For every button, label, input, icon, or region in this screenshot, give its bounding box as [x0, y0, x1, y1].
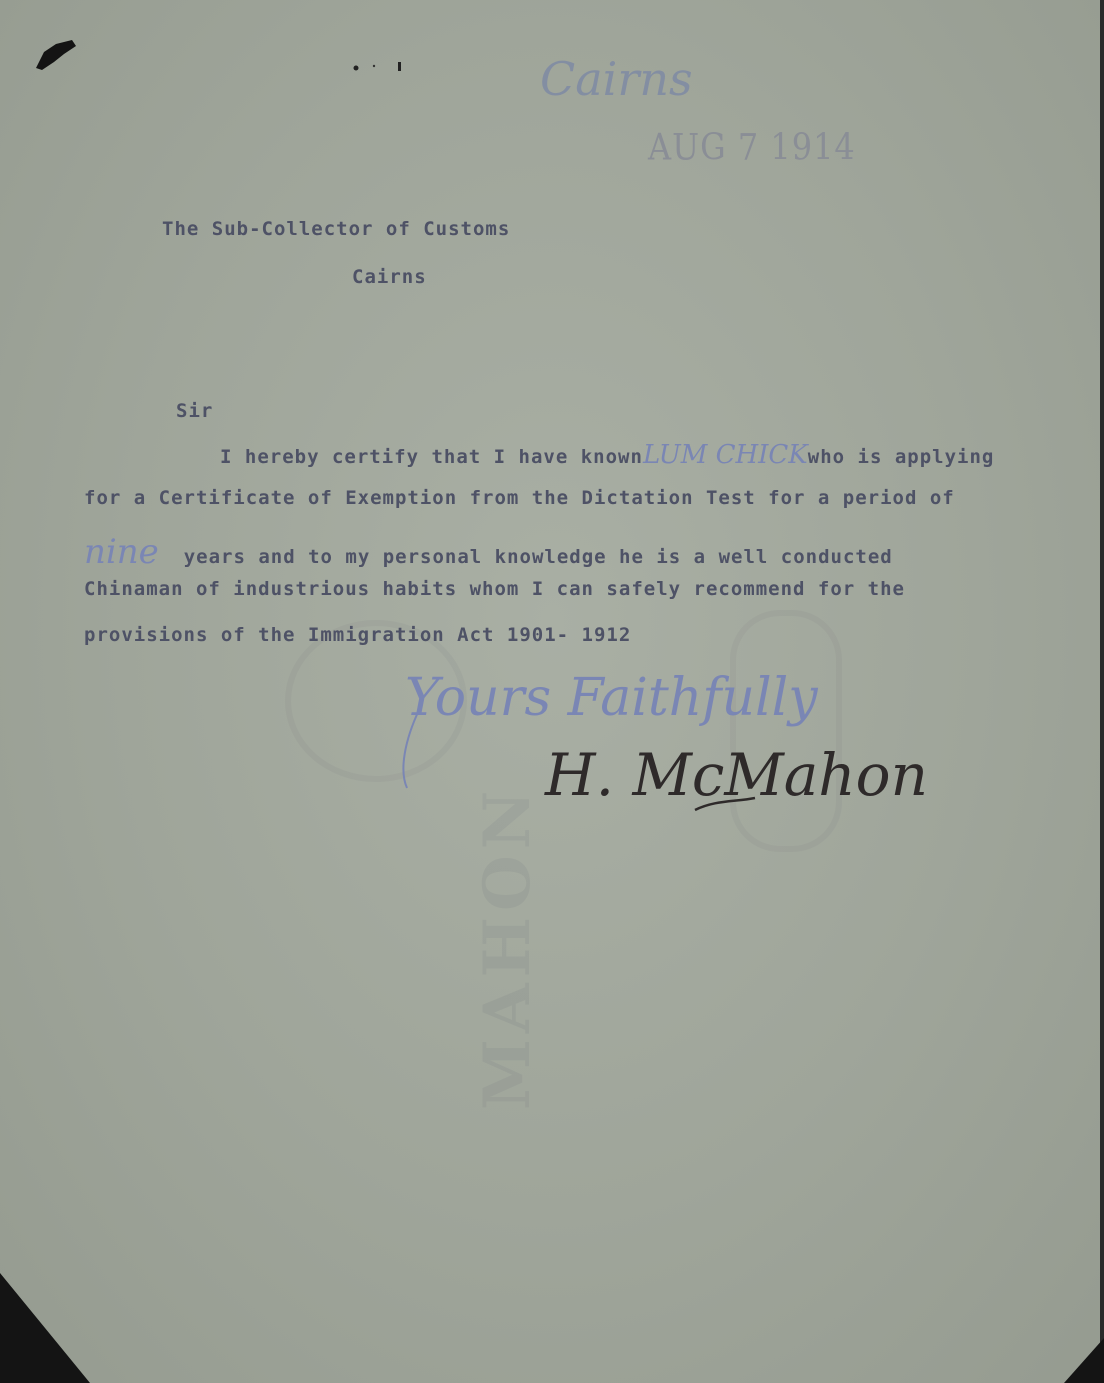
addressee-line-2: Cairns	[352, 266, 427, 288]
salutation: Sir	[176, 400, 214, 422]
period-handwritten: nine	[84, 532, 159, 572]
body-line-2: for a Certificate of Exemption from the Dictation Test for a period of	[84, 487, 955, 509]
signature-block	[395, 660, 928, 830]
addressee-line-1: The Sub-Collector of Customs	[162, 218, 511, 240]
handwritten-place: Cairns	[540, 52, 693, 106]
page-edge	[1100, 0, 1104, 1383]
valediction: Yours Faithfully	[405, 668, 818, 728]
body-line-3	[84, 532, 893, 572]
body-line-1	[220, 440, 994, 470]
signature: H. McMahon	[545, 741, 928, 809]
torn-corner-bottom-left	[0, 1273, 90, 1383]
body-line-3-post: years and to my personal knowledge he is a well conducted	[183, 546, 893, 568]
torn-corner-bottom-right	[1064, 1338, 1104, 1383]
ink-blot-icon	[34, 38, 78, 72]
body-line-4: Chinaman of industrious habits whom I can safely recommend for the	[84, 578, 905, 600]
applicant-name: LUM CHICK	[642, 440, 808, 470]
ink-dots-icon	[350, 60, 410, 74]
body-line-1-post: who is applying	[807, 446, 995, 468]
watermark-text: MAHON	[470, 784, 545, 1110]
date-stamp: AUG 7 1914	[648, 125, 856, 169]
body-line-1-pre: I hereby certify that I have known	[220, 446, 643, 468]
body-line-5: provisions of the Immigration Act 1901- 1912	[84, 624, 632, 646]
